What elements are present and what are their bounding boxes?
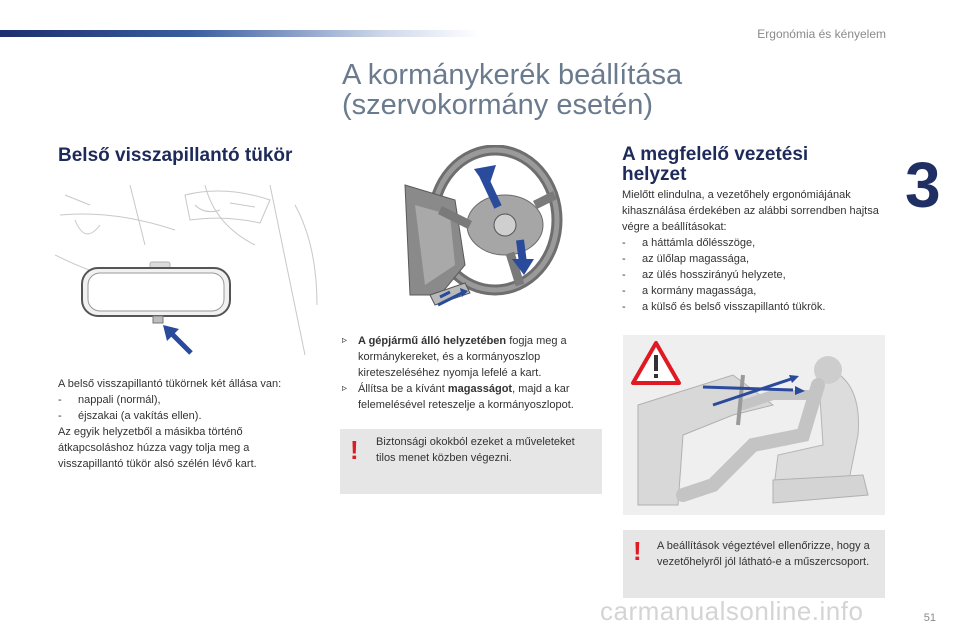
list-item-text: nappali (normál), xyxy=(78,394,161,406)
list-item: - a kormány magassága, xyxy=(622,285,757,297)
list-item: - az ülőlap magassága, xyxy=(622,253,750,265)
mirror-outro: Az egyik helyzetből a másikba történő átkapcsoláshoz húzza vagy tolja meg a visszapillantó tükör alsó szélén lévő kart. xyxy=(58,426,257,470)
position-text xyxy=(622,187,887,315)
mirror-text xyxy=(58,376,298,472)
instruction-step xyxy=(342,333,604,381)
position-heading-line2: helyzet xyxy=(622,164,687,185)
steering-wheel-illustration xyxy=(370,145,570,320)
bullet-icon: ▹ xyxy=(342,383,348,394)
instruction-step xyxy=(342,381,604,413)
page-title-line2: (szervokormány esetén) xyxy=(342,89,654,121)
safety-warning-text: Biztonsági okokból ezeket a műveleteket tilos menet közben végezni. xyxy=(376,436,575,464)
instruction-step-text xyxy=(358,381,604,413)
list-item: - a háttámla dőlésszöge, xyxy=(622,237,756,249)
safety-warning-box xyxy=(340,429,602,494)
mirror-heading: Belső visszapillantó tükör xyxy=(58,145,293,166)
bullet-icon: ▹ xyxy=(342,335,348,346)
page-number: 51 xyxy=(923,612,936,624)
check-warning-box xyxy=(623,530,885,598)
list-item: - éjszakai (a vakítás ellen). xyxy=(58,410,202,422)
page-title xyxy=(342,60,682,120)
list-item-text: az ülés hosszirányú helyzete, xyxy=(642,269,786,281)
position-intro: Mielőtt elindulna, a vezetőhely ergonómiájának kihasználása érdekében az alábbi sorrendben hajtsa végre a beállításokat: xyxy=(622,189,879,233)
header-accent-bar xyxy=(0,30,480,37)
list-item-text: a háttámla dőlésszöge, xyxy=(642,237,756,249)
list-item: - a külső és belső visszapillantó tükrök. xyxy=(622,301,826,313)
rearview-mirror-illustration xyxy=(55,185,320,365)
list-item-text: az ülőlap magassága, xyxy=(642,253,750,265)
chapter-number: 3 xyxy=(905,149,941,221)
position-heading-line1: A megfelelő vezetési xyxy=(622,144,809,165)
step2-pre: Állítsa be a kívánt xyxy=(358,383,448,395)
warning-exclamation-icon: ! xyxy=(350,435,359,465)
chapter-title: Ergonómia és kényelem xyxy=(757,27,886,41)
list-item: - nappali (normál), xyxy=(58,394,161,406)
warning-exclamation-icon: ! xyxy=(633,536,642,566)
instruction-step-text xyxy=(358,333,604,381)
step2-rest: , majd a kar felemelésével reteszelje a kormányoszlopot. xyxy=(358,383,574,411)
list-item-text: éjszakai (a vakítás ellen). xyxy=(78,410,202,422)
step1-bold: A gépjármű álló helyzetében xyxy=(358,335,507,347)
page-title-line1: A kormánykerék beállítása xyxy=(342,59,683,91)
watermark: carmanualsonline.info xyxy=(600,596,864,626)
list-item: - az ülés hosszirányú helyzete, xyxy=(622,269,786,281)
position-heading xyxy=(622,145,882,185)
mirror-intro: A belső visszapillantó tükörnek két állása van: xyxy=(58,378,282,390)
check-warning-text: A beállítások végeztével ellenőrizze, hogy a vezetőhelyről jól látható-e a műszercsoport. xyxy=(657,540,870,568)
list-item-text: a kormány magassága, xyxy=(642,285,757,297)
driving-position-illustration xyxy=(623,335,885,515)
step2-bold: magasságot xyxy=(447,383,513,395)
step1-rest: fogja meg a kormánykereket, és a kormányoszlop kireteszeléséhez nyomja lefelé a kart. xyxy=(358,335,567,379)
list-item-text: a külső és belső visszapillantó tükrök. xyxy=(642,301,826,313)
steering-instructions xyxy=(342,333,604,413)
